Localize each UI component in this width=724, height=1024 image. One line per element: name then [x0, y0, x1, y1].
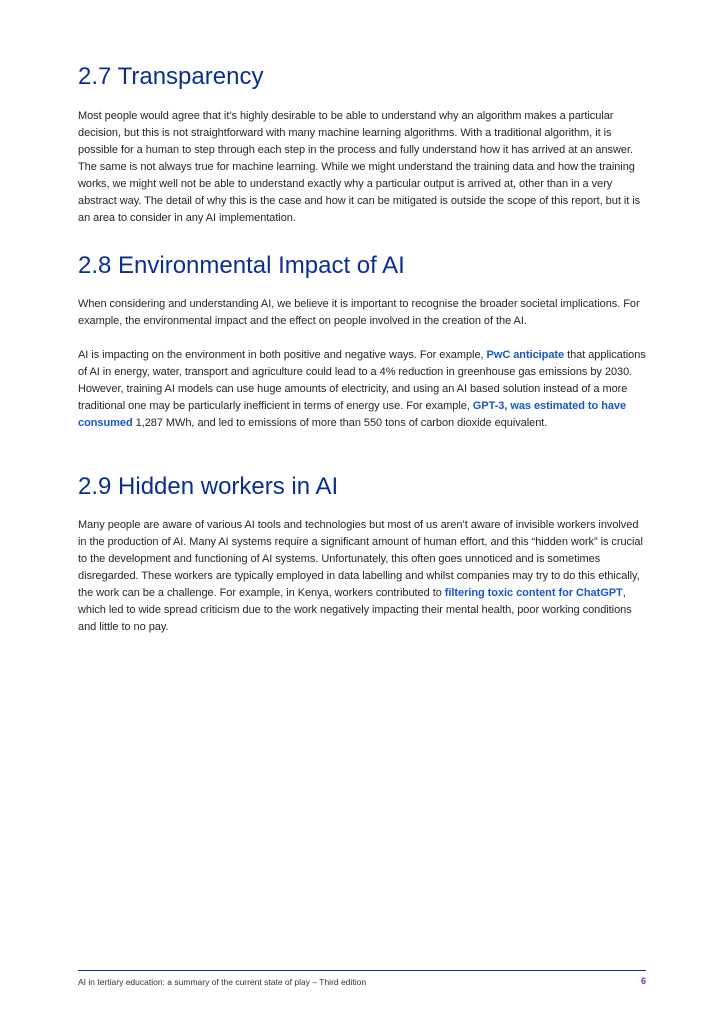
paragraph-text: , which led to wide spread criticism due to the work negatively impacting their mental health, poor working conditions and little to no pay. — [78, 587, 632, 633]
section-heading-hidden-workers: 2.9 Hidden workers in AI — [78, 473, 339, 500]
paragraph-text: 1,287 MWh, and led to emissions of more than 550 tons of carbon dioxide equivalent. — [132, 417, 548, 429]
page-number: 6 — [640, 976, 646, 986]
hidden-workers-paragraph — [78, 517, 646, 636]
section-heading-environmental-impact: 2.8 Environmental Impact of AI — [78, 252, 405, 279]
environmental-paragraph-1 — [78, 296, 646, 330]
paragraph-text: AI is impacting on the environment in both positive and negative ways. For example, — [78, 349, 487, 361]
footer-document-title: AI in tertiary education: a summary of the current state of play – Third edition — [78, 977, 367, 987]
environmental-paragraph-2 — [78, 347, 646, 432]
gpt3-energy-link[interactable]: GPT-3, was estimated to have consumed — [78, 400, 627, 429]
filtering-toxic-content-link[interactable]: filtering toxic content for ChatGPT — [444, 587, 623, 599]
transparency-paragraph — [78, 108, 646, 227]
paragraph-text: that applications of AI in energy, water, transport and agriculture could lead to a 4% reduction in greenhouse gas emissions by 2030. However, training AI models can use huge amounts of electricity, and using an AI based solution instead of a more traditional one may be particularly inefficient in terms of energy use. For example, — [78, 349, 646, 412]
section-heading-transparency: 2.7 Transparency — [78, 63, 264, 90]
footer-divider — [78, 970, 646, 971]
paragraph-text: When considering and understanding AI, we believe it is important to recognise the broader societal implications. For example, the environmental impact and the effect on people involved in the creation of the AI. — [78, 298, 640, 327]
pwc-anticipate-link[interactable]: PwC anticipate — [486, 349, 565, 361]
paragraph-text: Most people would agree that it’s highly desirable to be able to understand why an algorithm makes a particular decision, but this is not straightforward with many machine learning algorithms. With a traditional algorithm, it is possible for a human to step through each step in the process and fully understand how it has arrived at an answer. The same is not always true for machine learning. While we might understand the training data and how the training works, we might well not be able to understand exactly why a particular output is arrived at, other than in a very abstract way. The detail of why this is the case and how it can be mitigated is outside the scope of this report, but it is an area to consider in any AI implementation. — [78, 110, 641, 224]
paragraph-text: Many people are aware of various AI tools and technologies but most of us aren’t aware of invisible workers involved in the production of AI. Many AI systems require a significant amount of human effort, and this “hidden work” is crucial to the development and functioning of AI systems. Unfortunately, this often goes unnoticed and is sometimes disregarded. These workers are typically employed in data labelling and whilst companies may try to do this ethically, the work can be a challenge. For example, in Kenya, workers contributed to — [78, 519, 643, 599]
